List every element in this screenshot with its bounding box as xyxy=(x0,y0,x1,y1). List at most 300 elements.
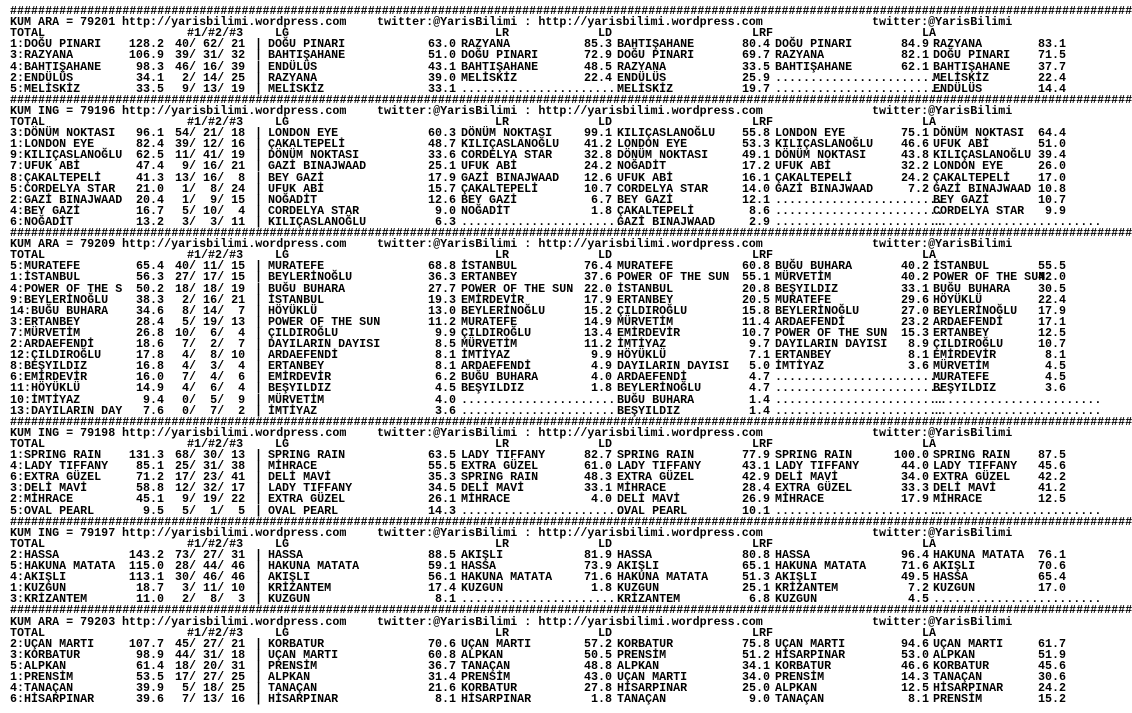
lg-horse: KRİZANTEM xyxy=(268,581,332,596)
horse-name: 1:KUZGUN xyxy=(10,581,67,596)
pick-counts: 46/ 16/ 39 xyxy=(175,59,246,74)
lr-horse: UFUK ABİ xyxy=(461,159,518,174)
ld-horse: DÖNÜM NOKTASI xyxy=(617,148,709,163)
ld-score: 15.8 xyxy=(741,303,770,318)
twitter-handle[interactable]: twitter:@YarisBilimi xyxy=(872,614,1013,629)
horse-name: 8:ÇAKALTEPELİ xyxy=(10,170,102,185)
pick-counts: 5/ 1/ 5 xyxy=(175,503,246,518)
column-divider: | xyxy=(255,303,263,318)
twitter-link[interactable]: twitter:@YarisBilimi : http://yarisbilimi.wordpress.com xyxy=(377,425,763,440)
la-score: 30.5 xyxy=(1037,281,1066,296)
column-divider: | xyxy=(255,314,263,329)
la-horse: HÖYÜKLÜ xyxy=(933,292,983,307)
la-horse: GAZİ BINAJWAAD xyxy=(933,181,1032,196)
ld-score: 9.7 xyxy=(748,337,770,351)
twitter-handle[interactable]: twitter:@YarisBilimi xyxy=(872,103,1013,118)
site-link[interactable]: http://yarisbilimi.wordpress.com xyxy=(122,15,347,30)
la-score: 10.8 xyxy=(1037,181,1066,196)
column-header-lr: LR xyxy=(495,436,510,451)
lr-score: 1.8 xyxy=(590,203,612,218)
total-score: 18.7 xyxy=(135,581,164,596)
horse-name: 10:İMTİYAZ xyxy=(10,392,81,407)
column-divider: | xyxy=(255,581,263,596)
lrf-score: 44.0 xyxy=(900,459,929,474)
ld-score: 49.1 xyxy=(741,148,770,163)
ld-horse: BEYLERİNOĞLU xyxy=(617,381,702,396)
la-score: 14.4 xyxy=(1037,81,1066,96)
column-divider: | xyxy=(255,481,263,496)
pick-counts: 3/ 3/ 11 xyxy=(175,214,246,229)
la-horse: AKIŞLI xyxy=(933,559,976,573)
la-score: 3.6 xyxy=(1044,381,1066,396)
column-header-lr: LR xyxy=(495,248,510,263)
lrf-horse: HAKUNA MATATA xyxy=(775,559,867,573)
lrf-score: 75.1 xyxy=(900,126,929,141)
twitter-handle[interactable]: twitter:@YarisBilimi xyxy=(872,237,1013,252)
lrf-horse: KORBATUR xyxy=(775,658,832,673)
ld-horse: MİHRACE xyxy=(617,481,667,496)
la-score: 45.6 xyxy=(1037,658,1066,673)
column-divider: | xyxy=(255,170,263,185)
total-score: 14.9 xyxy=(135,381,164,396)
pick-counts: 10/ 6/ 4 xyxy=(175,325,246,340)
lr-score: 11.2 xyxy=(583,337,612,351)
ld-score: 55.1 xyxy=(741,270,770,285)
la-horse: PRENSİM xyxy=(933,692,983,707)
lg-horse: KORBATUR xyxy=(268,636,325,651)
lrf-horse: TANAÇAN xyxy=(775,692,825,707)
ld-score: 77.9 xyxy=(741,448,770,462)
lg-score: 88.5 xyxy=(427,547,456,562)
ld-score: 80.4 xyxy=(741,37,770,52)
ld-score: 25.1 xyxy=(741,581,770,596)
horse-name: 9:KILIÇASLANOĞLU xyxy=(10,148,123,163)
la-horse: LONDON EYE xyxy=(933,159,1004,174)
lr-horse: GAZİ BINAJWAAD xyxy=(461,170,560,185)
column-header-la: LA xyxy=(922,625,937,640)
pick-counts: 1/ 9/ 15 xyxy=(175,192,246,207)
lrf-empty-cell: ........................ xyxy=(775,370,944,385)
column-header-lr: LR xyxy=(495,625,510,640)
column-divider: | xyxy=(255,647,263,662)
pick-counts: 28/ 44/ 46 xyxy=(175,559,246,573)
la-score: 87.5 xyxy=(1037,448,1066,462)
ld-score: 1.4 xyxy=(748,403,770,418)
lg-score: 31.4 xyxy=(427,670,456,684)
horse-name: 4:POWER OF THE S xyxy=(10,281,123,296)
column-header-ld: LD xyxy=(598,625,613,640)
ld-horse: İMTİYAZ xyxy=(617,337,667,351)
column-divider: | xyxy=(255,570,263,585)
column-header-ld: LD xyxy=(598,536,613,551)
total-score: 45.1 xyxy=(135,492,164,507)
ld-score: 14.0 xyxy=(741,181,770,196)
total-score: 34.6 xyxy=(135,303,164,318)
horse-name: 4:LADY TIFFANY xyxy=(10,459,109,474)
site-link[interactable]: http://yarisbilimi.wordpress.com xyxy=(122,525,347,540)
horse-name: 14:BUĞU BUHARA xyxy=(10,303,109,318)
lg-score: 12.6 xyxy=(427,192,456,207)
pick-counts: 7/ 2/ 7 xyxy=(175,337,246,351)
la-score: 45.6 xyxy=(1037,459,1066,474)
ld-score: 6.8 xyxy=(748,592,770,607)
lg-score: 33.6 xyxy=(427,148,456,163)
column-divider: | xyxy=(255,70,263,85)
lr-score: 57.2 xyxy=(583,636,612,651)
pick-counts: 30/ 46/ 46 xyxy=(175,570,246,585)
twitter-link[interactable]: twitter:@YarisBilimi : http://yarisbilimi.wordpress.com xyxy=(377,614,763,629)
column-divider: | xyxy=(255,692,263,707)
lr-empty-cell: ........................ xyxy=(461,214,630,229)
la-score: 22.4 xyxy=(1037,70,1066,85)
twitter-link[interactable]: twitter:@YarisBilimi : http://yarisbilimi.wordpress.com xyxy=(377,525,763,540)
lg-score: 17.4 xyxy=(427,581,456,596)
lrf-score: 82.1 xyxy=(900,48,929,63)
total-score: 128.2 xyxy=(128,37,164,52)
lg-horse: HAKUNA MATATA xyxy=(268,559,360,573)
lrf-empty-cell: ........................ xyxy=(775,192,944,207)
lrf-score: 96.4 xyxy=(900,547,929,562)
column-header-picks: #1/#2/#3 xyxy=(187,248,244,263)
la-horse: MELİSKİZ xyxy=(933,70,990,85)
ld-score: 55.8 xyxy=(741,126,770,141)
total-score: 38.3 xyxy=(135,292,164,307)
ld-horse: LADY TIFFANY xyxy=(617,459,702,474)
lg-score: 26.1 xyxy=(427,492,456,507)
la-horse: BUĞU BUHARA xyxy=(933,281,1011,296)
lrf-horse: DOĞU PINARI xyxy=(775,37,853,52)
lg-score: 8.5 xyxy=(434,337,456,351)
site-link[interactable]: http://yarisbilimi.wordpress.com xyxy=(122,103,347,118)
lrf-horse: UFUK ABİ xyxy=(775,159,832,174)
column-divider: | xyxy=(255,325,263,340)
la-horse: TANAÇAN xyxy=(933,670,983,684)
lr-horse: İSTANBUL xyxy=(461,259,518,274)
column-header-la: LA xyxy=(922,115,937,129)
lg-score: 43.1 xyxy=(427,59,456,74)
column-header-la: LA xyxy=(922,248,937,263)
column-header-lrf: LRF xyxy=(752,248,774,263)
lr-score: 27.8 xyxy=(583,681,612,696)
la-horse: KUZGUN xyxy=(933,581,976,596)
column-header-picks: #1/#2/#3 xyxy=(187,26,244,41)
horse-name: 2:HASSA xyxy=(10,547,60,562)
la-horse: ÇAKALTEPELİ xyxy=(933,170,1011,185)
lg-score: 68.8 xyxy=(427,259,456,274)
pick-counts: 2/ 14/ 25 xyxy=(175,70,246,85)
column-divider: | xyxy=(255,181,263,196)
column-divider: | xyxy=(255,547,263,562)
lrf-score: 7.2 xyxy=(907,581,929,596)
la-horse: EXTRA GÜZEL xyxy=(933,470,1011,485)
pick-counts: 5/ 18/ 25 xyxy=(175,681,246,696)
horse-name: 1:DOĞU PINARI xyxy=(10,37,102,52)
total-score: 82.4 xyxy=(135,137,164,152)
lg-score: 15.7 xyxy=(427,181,456,196)
lrf-horse: ÇAKALTEPELİ xyxy=(775,170,853,185)
total-score: 62.5 xyxy=(135,148,164,163)
lr-score: 1.8 xyxy=(590,581,612,596)
la-empty-cell: ........................ xyxy=(933,403,1102,418)
ld-score: 25.9 xyxy=(741,70,770,85)
ld-score: 80.8 xyxy=(741,547,770,562)
pick-counts: 45/ 27/ 21 xyxy=(175,636,246,651)
lg-horse: TANAÇAN xyxy=(268,681,318,696)
lrf-horse: HİSARPINAR xyxy=(775,647,846,662)
lg-horse: LONDON EYE xyxy=(268,126,339,141)
pick-counts: 68/ 30/ 13 xyxy=(175,448,246,462)
la-score: 30.6 xyxy=(1037,670,1066,684)
lg-score: 8.1 xyxy=(434,692,456,707)
la-score: 4.5 xyxy=(1044,359,1066,374)
column-header-la: LA xyxy=(922,536,937,551)
la-horse: İSTANBUL xyxy=(933,259,990,274)
column-divider: | xyxy=(255,81,263,96)
ld-score: 4.7 xyxy=(748,381,770,396)
pick-counts: 4/ 3/ 4 xyxy=(175,359,246,374)
lrf-horse: MİHRACE xyxy=(775,492,825,507)
total-score: 26.8 xyxy=(135,325,164,340)
lg-horse: ENDÜLÜS xyxy=(268,59,318,74)
lg-horse: BEY GAZİ xyxy=(268,170,325,185)
column-header-lg: LG xyxy=(275,436,290,451)
ld-horse: TANAÇAN xyxy=(617,692,667,707)
lr-horse: RAZYANA xyxy=(461,37,511,52)
horse-name: 5:MURATEFE xyxy=(10,259,81,274)
ld-horse: UÇAN MARTI xyxy=(617,670,688,684)
ld-score: 53.3 xyxy=(741,137,770,152)
horse-name: 11:HÖYÜKLÜ xyxy=(10,381,81,396)
site-link[interactable]: http://yarisbilimi.wordpress.com xyxy=(122,237,347,252)
ld-horse: ARDAEFENDİ xyxy=(617,370,688,385)
lg-horse: CORDELYA STAR xyxy=(268,203,360,218)
la-empty-cell: ........................ xyxy=(933,503,1102,518)
lrf-horse: LONDON EYE xyxy=(775,126,846,141)
lr-horse: İMTİYAZ xyxy=(461,348,511,363)
lg-score: 51.0 xyxy=(427,48,456,63)
column-header-lrf: LRF xyxy=(752,625,774,640)
horse-name: 1:SPRING RAIN xyxy=(10,448,102,462)
total-score: 98.9 xyxy=(135,647,164,662)
column-divider: | xyxy=(255,658,263,673)
lr-score: 76.4 xyxy=(583,259,612,274)
horse-name: 3:KRİZANTEM xyxy=(10,592,88,607)
lg-horse: SPRING RAIN xyxy=(268,448,346,462)
lrf-score: 24.2 xyxy=(900,170,929,185)
lr-horse: ÇAKALTEPELİ xyxy=(461,181,539,196)
lrf-score: 15.3 xyxy=(900,325,929,340)
total-score: 113.1 xyxy=(128,570,164,585)
lrf-horse: EXTRA GÜZEL xyxy=(775,481,853,496)
lg-horse: HASSA xyxy=(268,547,304,562)
la-score: 37.7 xyxy=(1037,59,1066,74)
ld-horse: ALPKAN xyxy=(617,658,660,673)
horse-name: 5:HAKUNA MATATA xyxy=(10,559,116,573)
column-header-total: TOTAL xyxy=(10,26,46,41)
separator-line: ################################################################################################################################################################ xyxy=(10,226,1132,240)
lg-horse: AKIŞLI xyxy=(268,570,311,585)
lr-horse: EMİRDEVİR xyxy=(461,292,525,307)
lrf-score: 40.2 xyxy=(900,259,929,274)
ld-horse: ÇILDIROĞLU xyxy=(617,303,688,318)
lg-score: 3.6 xyxy=(434,403,456,418)
lrf-horse: ARDAEFENDİ xyxy=(775,314,846,329)
lr-horse: BAHTIŞAHANE xyxy=(461,59,539,74)
twitter-link[interactable]: twitter:@YarisBilimi : http://yarisbilimi.wordpress.com xyxy=(377,15,763,30)
total-score: 131.3 xyxy=(128,448,164,462)
lr-horse: ARDAEFENDİ xyxy=(461,359,532,374)
ld-score: 8.6 xyxy=(748,203,770,218)
la-horse: DOĞU PINARI xyxy=(933,48,1011,63)
lg-horse: KUZGUN xyxy=(268,592,311,607)
twitter-link[interactable]: twitter:@YarisBilimi : http://yarisbilimi.wordpress.com xyxy=(377,103,763,118)
ld-score: 16.1 xyxy=(741,170,770,185)
column-header-lg: LG xyxy=(275,536,290,551)
ld-score: 20.8 xyxy=(741,281,770,296)
ld-score: 11.4 xyxy=(741,314,770,329)
la-empty-cell: ........................ xyxy=(933,392,1102,407)
total-score: 11.0 xyxy=(135,592,164,607)
ld-score: 4.7 xyxy=(748,370,770,385)
ld-horse: BAHTIŞAHANE xyxy=(617,37,695,52)
horse-name: 1:LONDON EYE xyxy=(10,137,95,152)
column-divider: | xyxy=(255,670,263,684)
column-header-la: LA xyxy=(922,26,937,41)
lrf-score: 8.1 xyxy=(907,692,929,707)
ld-score: 5.0 xyxy=(748,359,770,374)
la-score: 24.2 xyxy=(1037,681,1066,696)
lrf-score: 43.8 xyxy=(900,148,929,163)
column-divider: | xyxy=(255,359,263,374)
column-divider: | xyxy=(255,281,263,296)
separator-line: ################################################################################################################################################################ xyxy=(10,4,1132,18)
pick-counts: 0/ 5/ 9 xyxy=(175,392,246,407)
column-divider: | xyxy=(255,381,263,396)
lrf-horse: LADY TIFFANY xyxy=(775,459,860,474)
lg-score: 8.1 xyxy=(434,348,456,363)
ld-horse: EMİRDEVİR xyxy=(617,325,681,340)
lrf-horse: ERTANBEY xyxy=(775,348,832,363)
pick-counts: 40/ 11/ 15 xyxy=(175,259,246,274)
lrf-empty-cell: ........................ xyxy=(775,214,944,229)
lg-score: 6.3 xyxy=(434,214,456,229)
ld-score: 34.1 xyxy=(741,658,770,673)
la-score: 83.1 xyxy=(1037,37,1066,52)
twitter-handle[interactable]: twitter:@YarisBilimi xyxy=(872,425,1013,440)
lrf-score: 29.6 xyxy=(900,292,929,307)
column-divider: | xyxy=(255,559,263,573)
twitter-handle[interactable]: twitter:@YarisBilimi xyxy=(872,15,1013,30)
lrf-empty-cell: ........................ xyxy=(775,381,944,396)
site-link[interactable]: http://yarisbilimi.wordpress.com xyxy=(122,614,347,629)
column-divider: | xyxy=(255,403,263,418)
lr-empty-cell: ........................ xyxy=(461,403,630,418)
la-horse: EMİRDEVİR xyxy=(933,348,997,363)
total-score: 41.3 xyxy=(135,170,164,185)
la-horse: ARDAEFENDİ xyxy=(933,314,1004,329)
lg-score: 21.6 xyxy=(427,681,456,696)
total-score: 96.1 xyxy=(135,126,164,141)
lr-empty-cell: ........................ xyxy=(461,392,630,407)
lg-score: 27.7 xyxy=(427,281,456,296)
lg-score: 59.1 xyxy=(427,559,456,573)
lr-score: 13.4 xyxy=(583,325,612,340)
total-score: 28.4 xyxy=(135,314,164,329)
lg-score: 14.3 xyxy=(427,503,456,518)
lrf-empty-cell: ........................ xyxy=(775,503,944,518)
column-divider: | xyxy=(255,370,263,385)
total-score: 58.8 xyxy=(135,481,164,496)
la-score: 4.5 xyxy=(1044,370,1066,385)
column-divider: | xyxy=(255,292,263,307)
lg-horse: DELİ MAVİ xyxy=(268,470,332,485)
la-horse: POWER OF THE SUN xyxy=(933,270,1046,285)
ld-score: 9.0 xyxy=(748,692,770,707)
twitter-handle[interactable]: twitter:@YarisBilimi xyxy=(872,525,1013,540)
lg-score: 36.3 xyxy=(427,270,456,285)
ld-score: 75.8 xyxy=(741,636,770,651)
ld-horse: RAZYANA xyxy=(617,59,667,74)
lg-horse: BUĞU BUHARA xyxy=(268,281,346,296)
lg-horse: MÜRVETİM xyxy=(268,392,325,407)
twitter-link[interactable]: twitter:@YarisBilimi : http://yarisbilimi.wordpress.com xyxy=(377,237,763,252)
lg-score: 55.5 xyxy=(427,459,456,474)
column-header-lrf: LRF xyxy=(752,536,774,551)
column-divider: | xyxy=(255,270,263,285)
lr-horse: BEYLERİNOĞLU xyxy=(461,303,546,318)
column-header-lr: LR xyxy=(495,26,510,41)
lrf-score: 27.0 xyxy=(900,303,929,318)
la-horse: MURATEFE xyxy=(933,370,990,385)
column-header-total: TOTAL xyxy=(10,536,46,551)
ld-horse: EXTRA GÜZEL xyxy=(617,470,695,485)
la-horse: KILIÇASLANOĞLU xyxy=(933,148,1032,163)
lr-score: 71.6 xyxy=(583,570,612,585)
ld-horse: DELİ MAVİ xyxy=(617,492,681,507)
la-horse: RAZYANA xyxy=(933,37,983,52)
horse-name: 7:MÜRVETİM xyxy=(10,325,81,340)
pick-counts: 3/ 11/ 10 xyxy=(175,581,246,596)
la-score: 26.0 xyxy=(1037,159,1066,174)
column-divider: | xyxy=(255,126,263,141)
lg-horse: MURATEFE xyxy=(268,259,325,274)
site-link[interactable]: http://yarisbilimi.wordpress.com xyxy=(122,425,347,440)
lrf-horse: DÖNÜM NOKTASI xyxy=(775,148,867,163)
lrf-score: 32.2 xyxy=(900,159,929,174)
total-score: 16.8 xyxy=(135,359,164,374)
lr-score: 73.9 xyxy=(583,559,612,573)
horse-name: 5:ALPKAN xyxy=(10,658,67,673)
total-score: 7.6 xyxy=(142,403,164,418)
lr-horse: DOĞU PINARI xyxy=(461,48,539,63)
horse-name: 1:PRENSİM xyxy=(10,670,74,684)
pick-counts: 5/ 19/ 13 xyxy=(175,314,246,329)
lg-score: 35.3 xyxy=(427,470,456,485)
ld-score: 2.9 xyxy=(748,214,770,229)
total-score: 47.4 xyxy=(135,159,164,174)
ld-score: 69.7 xyxy=(741,48,770,63)
pick-counts: 5/ 10/ 4 xyxy=(175,203,246,218)
lrf-score: 84.9 xyxy=(900,37,929,52)
lrf-score: 33.1 xyxy=(900,281,929,296)
ld-horse: MELİSKİZ xyxy=(617,81,674,96)
horse-name: 1:İSTANBUL xyxy=(10,270,81,285)
horse-name: 2:ARDAEFENDİ xyxy=(10,337,95,351)
lg-horse: LADY TIFFANY xyxy=(268,481,353,496)
horse-name: 9:BEYLERİNOĞLU xyxy=(10,292,109,307)
ld-horse: ERTANBEY xyxy=(617,292,674,307)
ld-horse: UFUK ABİ xyxy=(617,170,674,185)
